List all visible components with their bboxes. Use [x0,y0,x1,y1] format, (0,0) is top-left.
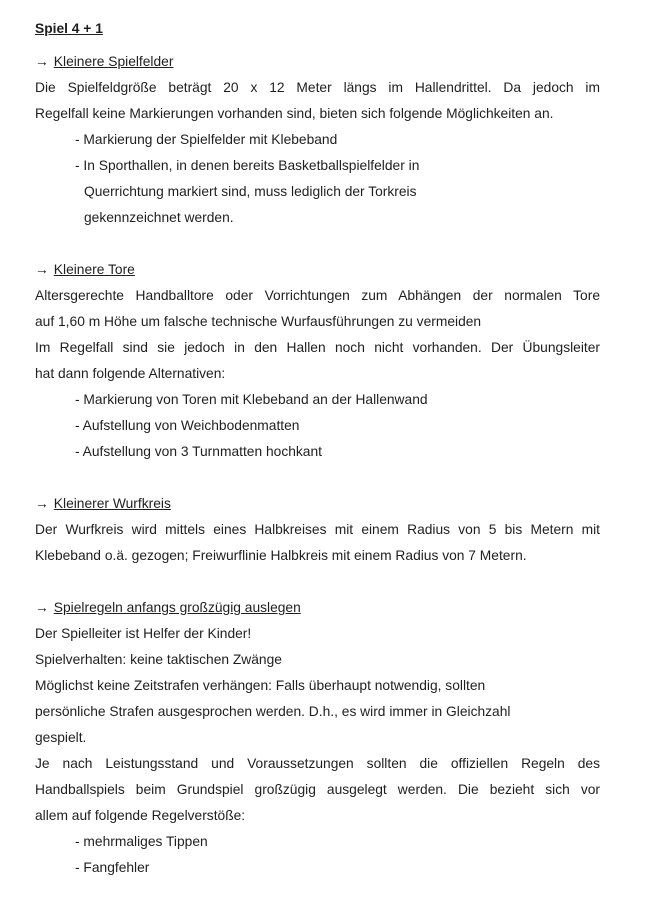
bullet-line: gekennzeichnet werden. [84,210,234,225]
section [35,257,600,465]
bullet-line: - Fangfehler [75,860,150,875]
text-line: allem auf folgende Regelverstöße: [35,808,246,823]
section-heading-text: Kleinere Tore [53,262,135,277]
text-line: Möglichst keine Zeitstrafen verhängen: Falls überhaupt notwendig, sollten [35,678,486,693]
text-line: auf 1,60 m Höhe um falsche technische Wurfausführungen zu vermeiden [35,314,482,329]
text-line: Regelfall keine Markierungen vorhanden sind, bieten sich folgende Möglichkeiten an. [35,106,554,121]
section-heading [35,491,600,517]
text-line: Altersgerechte Handballtore oder Vorrichtungen zum Abhängen der normalen Tore [35,288,600,303]
document-title: Spiel 4 + 1 [35,21,103,36]
section [35,491,600,569]
section [35,49,600,231]
bullet-line: Querrichtung markiert sind, muss lediglich der Torkreis [84,184,417,199]
bullet-line: - Aufstellung von Weichbodenmatten [75,418,300,433]
text-line: Klebeband o.ä. gezogen; Freiwurflinie Halbkreis mit einem Radius von 7 Metern. [35,548,527,563]
section-heading-text: Kleinerer Wurfkreis [53,496,171,511]
section-heading [35,257,600,283]
text-line: gespielt. [35,730,87,745]
text-line: Spielverhalten: keine taktischen Zwänge [35,652,282,667]
text-line: hat dann folgende Alternativen: [35,366,226,381]
bullet-line: - Markierung von Toren mit Klebeband an der Hallenwand [75,392,428,407]
text-line: Der Wurfkreis wird mittels eines Halbkreises mit einem Radius von 5 bis Metern mit [35,522,600,537]
section-heading-text: Kleinere Spielfelder [53,54,174,69]
text-line: Je nach Leistungsstand und Voraussetzungen sollten die offiziellen Regeln des [35,756,600,771]
section-heading-text: Spielregeln anfangs großzügig auslegen [53,600,301,615]
bullet-line: - Markierung der Spielfelder mit Klebeband [75,132,338,147]
arrow-icon: → [35,496,49,511]
arrow-icon: → [35,54,49,69]
arrow-icon: → [35,262,49,277]
text-line: persönliche Strafen ausgesprochen werden. D.h., es wird immer in Gleichzahl [35,704,511,719]
section-heading [35,595,600,621]
arrow-icon: → [35,600,49,615]
document-body [35,49,600,881]
title-row [35,16,600,42]
text-line: Der Spielleiter ist Helfer der Kinder! [35,626,252,641]
section-heading [35,49,600,75]
bullet-line: - In Sporthallen, in denen bereits Basketballspielfelder in [75,158,420,173]
section [35,595,600,881]
bullet-line: - Aufstellung von 3 Turnmatten hochkant [75,444,322,459]
text-line: Handballspiels beim Grundspiel großzügig ausgelegt werden. Die bezieht sich vor [35,782,600,797]
bullet-line: - mehrmaliges Tippen [75,834,208,849]
text-line: Im Regelfall sind sie jedoch in den Hallen noch nicht vorhanden. Der Übungsleiter [35,340,600,355]
text-line: Die Spielfeldgröße beträgt 20 x 12 Meter längs im Hallendrittel. Da jedoch im [35,80,600,95]
